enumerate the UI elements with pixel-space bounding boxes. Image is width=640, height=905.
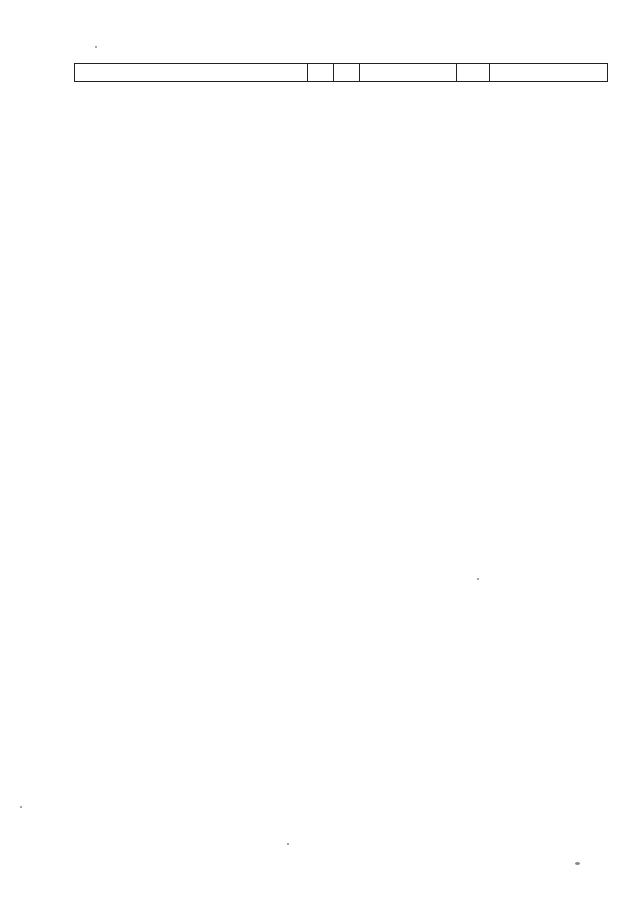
header-col-2 [308,64,334,82]
header-col-3 [334,64,360,82]
table-header [74,63,608,82]
scan-speck [287,843,289,845]
scan-speck [575,862,580,865]
scan-speck [20,806,22,808]
header-col-4 [360,64,457,82]
header-col-5 [457,64,490,82]
scan-speck [95,46,97,48]
header-col-6 [490,64,608,82]
scan-speck [477,578,479,580]
header-col-1 [75,64,308,82]
